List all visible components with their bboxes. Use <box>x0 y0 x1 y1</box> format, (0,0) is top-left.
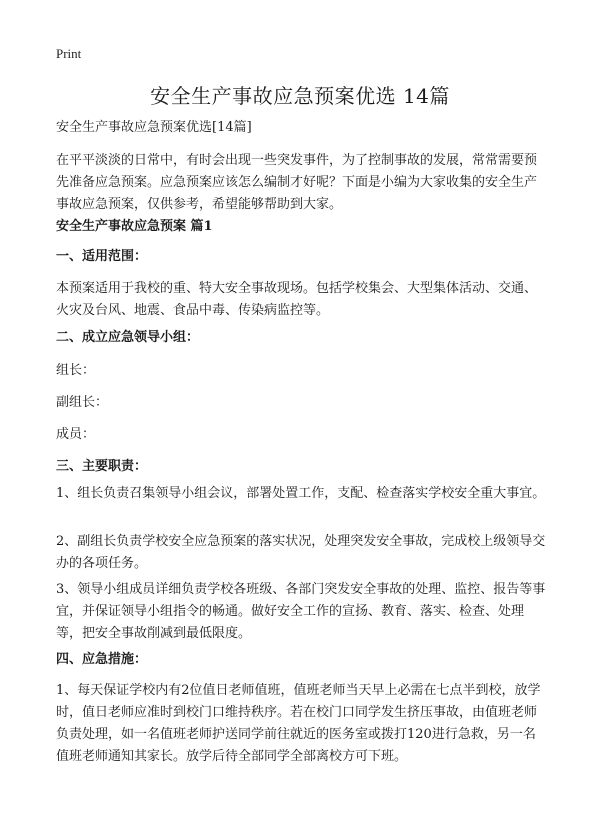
scope-paragraph: 本预案适用于我校的重、特大安全事故现场。包括学校集会、大型集体活动、交通、火灾及台风、地震、食品中毒、传染病监控等。 <box>56 281 538 318</box>
document-subtitle: 安全生产事故应急预案优选[14篇] <box>56 120 252 135</box>
team-heading: 二、成立应急领导小组： <box>56 330 200 345</box>
leader-line: 组长： <box>56 363 96 378</box>
duty-paragraph-3: 3、领导小组成员详细负责学校各班级、各部门突发安全事故的处理、监控、报告等事宜，并保证领导小组指令的畅通。做好安全工作的宣扬、教育、落实、检查、处理等，把安全事故削减到最低限度。 <box>56 582 546 641</box>
article-heading: 安全生产事故应急预案 篇1 <box>56 219 213 234</box>
duties-heading: 三、主要职责： <box>56 459 148 474</box>
scope-heading: 一、适用范围： <box>56 249 148 264</box>
intro-paragraph: 在平平淡淡的日常中，有时会出现一些突发事件，为了控制事故的发展，常常需要预先准备应急预案。应急预案应该怎么编制才好呢？下面是小编为大家收集的安全生产事故应急预案，仅供参考，希望能够帮助到大家。 <box>56 153 538 212</box>
member-line: 成员： <box>56 427 96 442</box>
page-title: 安全生产事故应急预案优选 14篇 <box>150 84 450 108</box>
measures-heading: 四、应急措施： <box>56 652 148 667</box>
duty-paragraph-1: 1、组长负责召集领导小组会议，部署处置工作，支配、检查落实学校安全重大事宜。 <box>56 486 546 501</box>
print-link[interactable]: Print <box>56 46 82 61</box>
deputy-line: 副组长： <box>56 395 109 410</box>
measure-paragraph-1: 1、每天保证学校内有2位值日老师值班，值班老师当天早上必需在七点半到校，放学时，值日老师应准时到校门口维持秩序。若在校门口同学发生挤压事故，由值班老师负责处理，如一名值班老师护送同学前往就近的医务室或拨打120进行急救，另一名值班老师通知其家长。放学后待全部同学全部离校方可下班。 <box>56 683 541 764</box>
duty-paragraph-2: 2、副组长负责学校安全应急预案的落实状况，处理突发安全事故，完成校上级领导交办的各项任务。 <box>56 534 546 571</box>
